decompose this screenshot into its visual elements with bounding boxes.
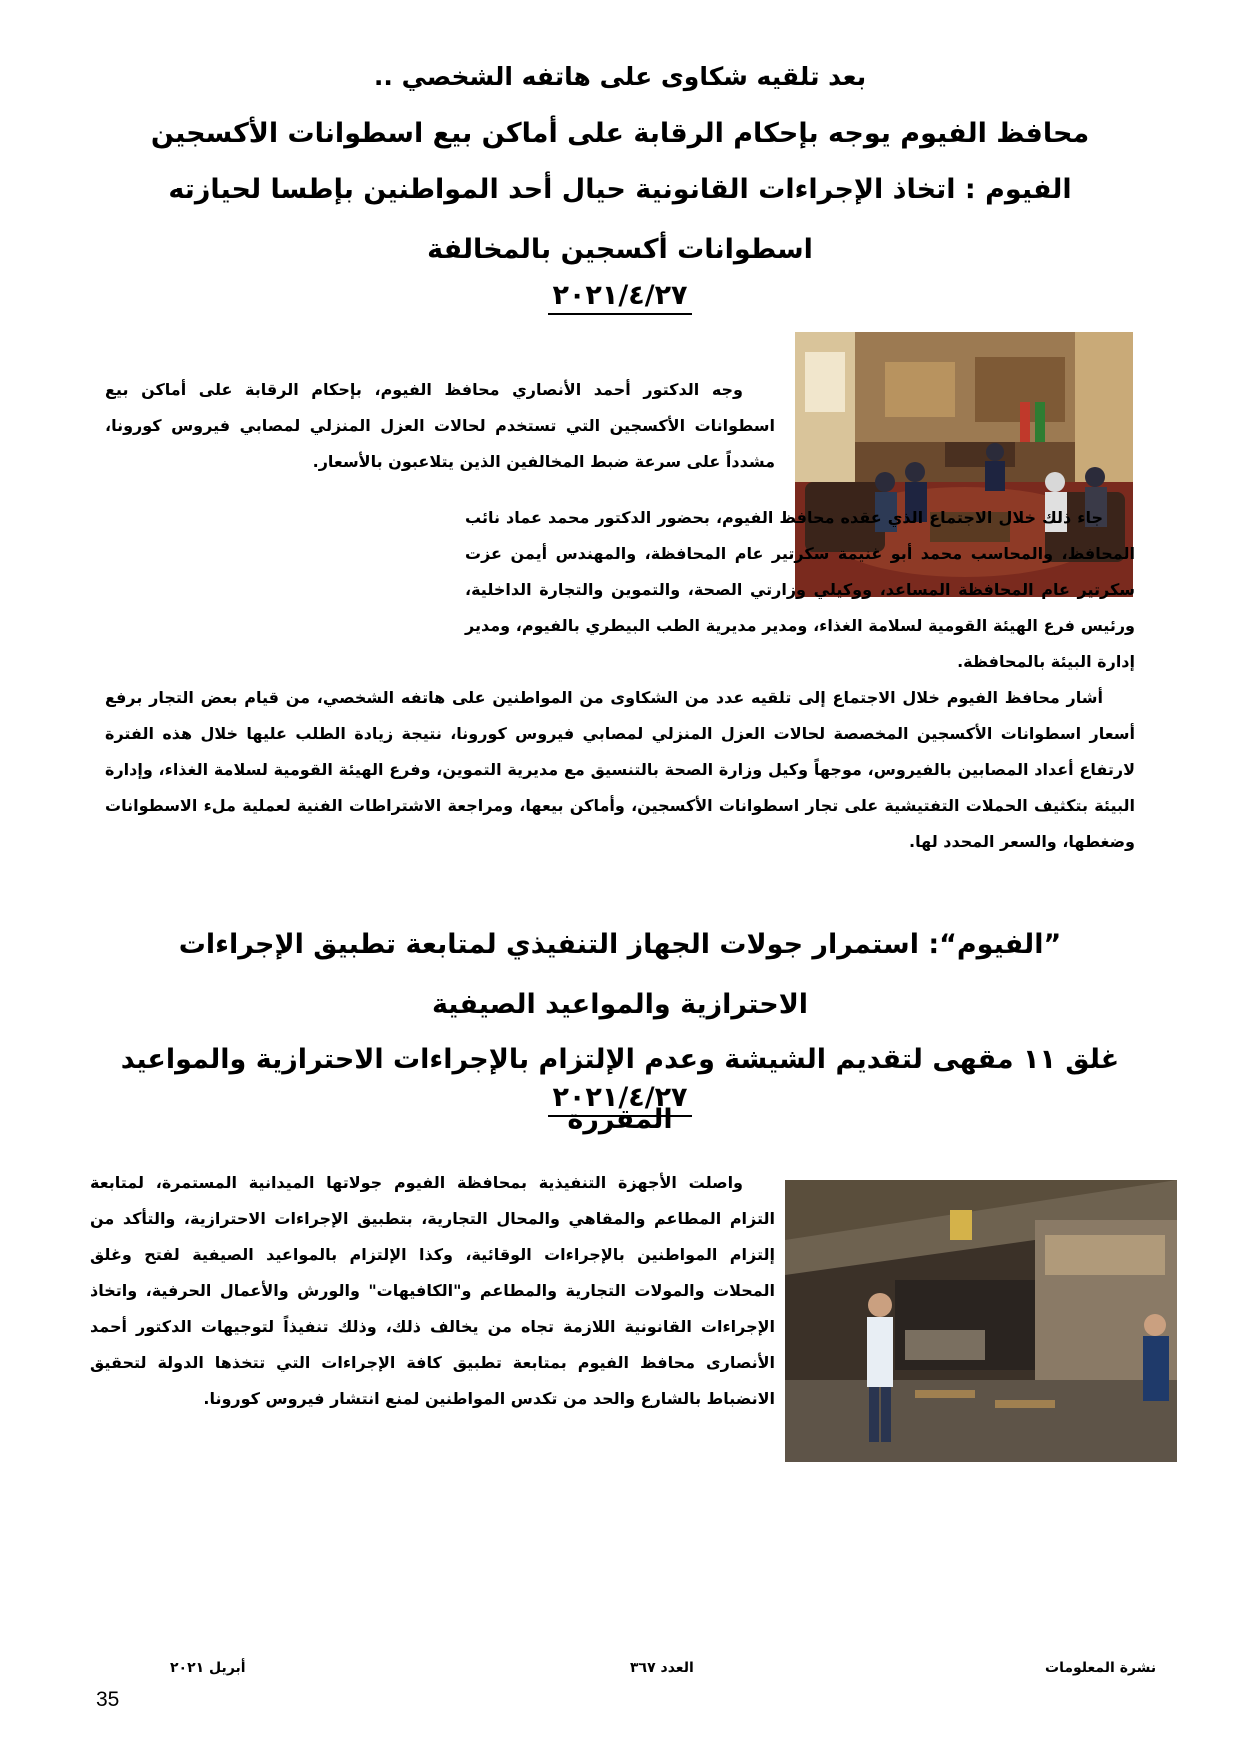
article1-subheadline: الفيوم : اتخاذ الإجراءات القانونية حيال أحد المواطنين بإطسا لحيازته اسطوانات أكسجين بالمخالفة [168, 174, 1072, 265]
article1-date: ٢٠٢١/٤/٢٧ [0, 280, 1240, 311]
article1-body-top [105, 372, 775, 480]
article2-body [90, 1165, 775, 1417]
article1-paragraph-2: جاء ذلك خلال الاجتماع الذي عقده محافظ الفيوم، بحضور الدكتور محمد عماد نائب المحافظ، والمحاسب محمد أبو غنيمة سكرتير عام المحافظة، والمهندس أيمن عزت سكرتير عام المحافظة المساعد، ووكيلي وزارتي الصحة، والتموين والتجارة الداخلية، ورئيس فرع الهيئة القومية لسلامة الغذاء، ومدير مديرية الطب البيطري بالفيوم، ومدير إدارة البيئة بالمحافظة. [465, 508, 1135, 671]
footer-month: أبريل ٢٠٢١ [170, 1660, 246, 1676]
page-number: 35 [96, 1688, 120, 1711]
article2-headline: ”الفيوم“: استمرار جولات الجهاز التنفيذي لمتابعة تطبيق الإجراءات الاحترازية والمواعيد الصيفية [178, 929, 1062, 1020]
cafe-inspection-photo [785, 1180, 1177, 1462]
article2-subheadline: غلق ١١ مقهى لتقديم الشيشة وعدم الإلتزام بالإجراءات الاحترازية والمواعيد المقررة [120, 1044, 1120, 1135]
article1-kicker: بعد تلقيه شكاوى على هاتفه الشخصي .. [373, 62, 867, 91]
article2-paragraph-1: واصلت الأجهزة التنفيذية بمحافظة الفيوم جولاتها الميدانية المستمرة، لمتابعة التزام المطاعم والمقاهي والمحال التجارية، بتطبيق الإجراءات الاحترازية، والتأكد من إلتزام المواطنين بالإجراءات الوقائية، وكذا الإلتزام بالمواعيد الصيفية لفتح وغلق المحلات والمولات التجارية والمطاعم و"الكافيهات" والورش والأعمال الحرفية، واتخاذ الإجراءات القانونية اللازمة تجاه من يخالف ذلك، وذلك تنفيذاً لتوجيهات الدكتور أحمد الأنصارى محافظ الفيوم بمتابعة تطبيق كافة الإجراءات التي تتخذها الدولة لتحقيق الانضباط بالشارع والحد من تكدس المواطنين لمنع انتشار فيروس كورونا. [90, 1173, 775, 1408]
footer-publication: نشرة المعلومات [1045, 1660, 1157, 1676]
article1-headline: محافظ الفيوم يوجه بإحكام الرقابة على أماكن بيع اسطوانات الأكسجين [150, 118, 1090, 149]
article2-date: ٢٠٢١/٤/٢٧ [0, 1082, 1240, 1113]
footer-issue: العدد ٣٦٧ [630, 1660, 694, 1676]
article1-paragraph-1: وجه الدكتور أحمد الأنصاري محافظ الفيوم، بإحكام الرقابة على أماكن بيع اسطوانات الأكسجين التي تستخدم لحالات العزل المنزلي لمصابي فيروس كورونا، مشدداً على سرعة ضبط المخالفين الذين يتلاعبون بالأسعار. [105, 380, 775, 471]
article1-body-bottom [105, 500, 1135, 860]
article1-paragraph-3: أشار محافظ الفيوم خلال الاجتماع إلى تلقيه عدد من الشكاوى من المواطنين على هاتفه الشخصي، من قيام بعض التجار برفع أسعار اسطوانات الأكسجين المخصصة لحالات العزل المنزلي لمصابي فيروس كورونا، نتيجة زيادة الطلب عليها خلال هذه الفترة لارتفاع أعداد المصابين بالفيروس، موجهاً وكيل وزارة الصحة بالتنسيق مع مديرية التموين، وفرع الهيئة القومية لسلامة الغذاء، وإدارة البيئة بتكثيف الحملات التفتيشية على تجار اسطوانات الأكسجين، وأماكن بيعها، ومراجعة الاشتراطات الفنية لعملية ملء الاسطوانات وضغطها، والسعر المحدد لها. [105, 688, 1135, 851]
